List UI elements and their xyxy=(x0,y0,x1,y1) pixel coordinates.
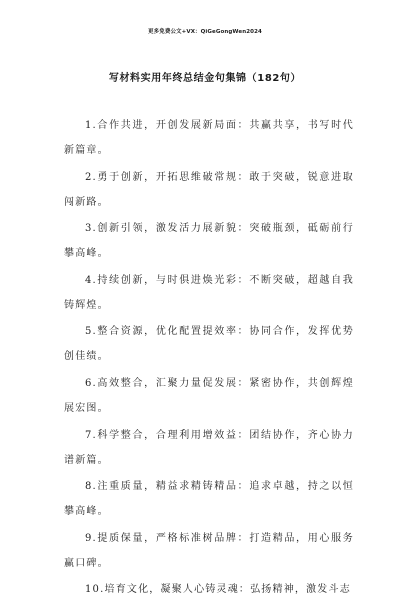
list-item: 10.培育文化，凝聚人心铸灵魂：弘扬精神，激发斗志 xyxy=(85,584,351,596)
list-item: 8.注重质量，精益求精铸精品：追求卓越，持之以恒攀高峰。 xyxy=(64,481,354,518)
list-item: 1.合作共进，开创发展新局面：共赢共享，书写时代新篇章。 xyxy=(64,120,354,156)
list-item: 5.整合资源，优化配置提效率：协同合作，发挥优势创佳绩。 xyxy=(64,326,354,363)
list-item: 9.提质保量，严格标准树品牌：打造精品，用心服务赢口碑。 xyxy=(64,532,354,569)
list-item: 7.科学整合，合理利用增效益：团结协作，齐心协力谱新篇。 xyxy=(64,429,354,466)
list-item: 3.创新引领，激发活力展新貌：突破瓶颈，砥砺前行攀高峰。 xyxy=(64,223,354,260)
document-body xyxy=(64,113,354,604)
list-item: 6.高效整合，汇聚力量促发展：紧密协作，共创辉煌展宏图。 xyxy=(64,377,354,414)
list-item: 2.勇于创新，开拓思维破常规：敢于突破，锐意进取闯新路。 xyxy=(64,171,354,208)
header-note: 更多免费公文+VX：QiGeGongWen2024 xyxy=(148,29,262,35)
list-item: 4.持续创新，与时俱进焕光彩：不断突破，超越自我铸辉煌。 xyxy=(64,274,354,311)
document-title: 写材料实用年终总结金句集锦（182句） xyxy=(108,73,302,84)
